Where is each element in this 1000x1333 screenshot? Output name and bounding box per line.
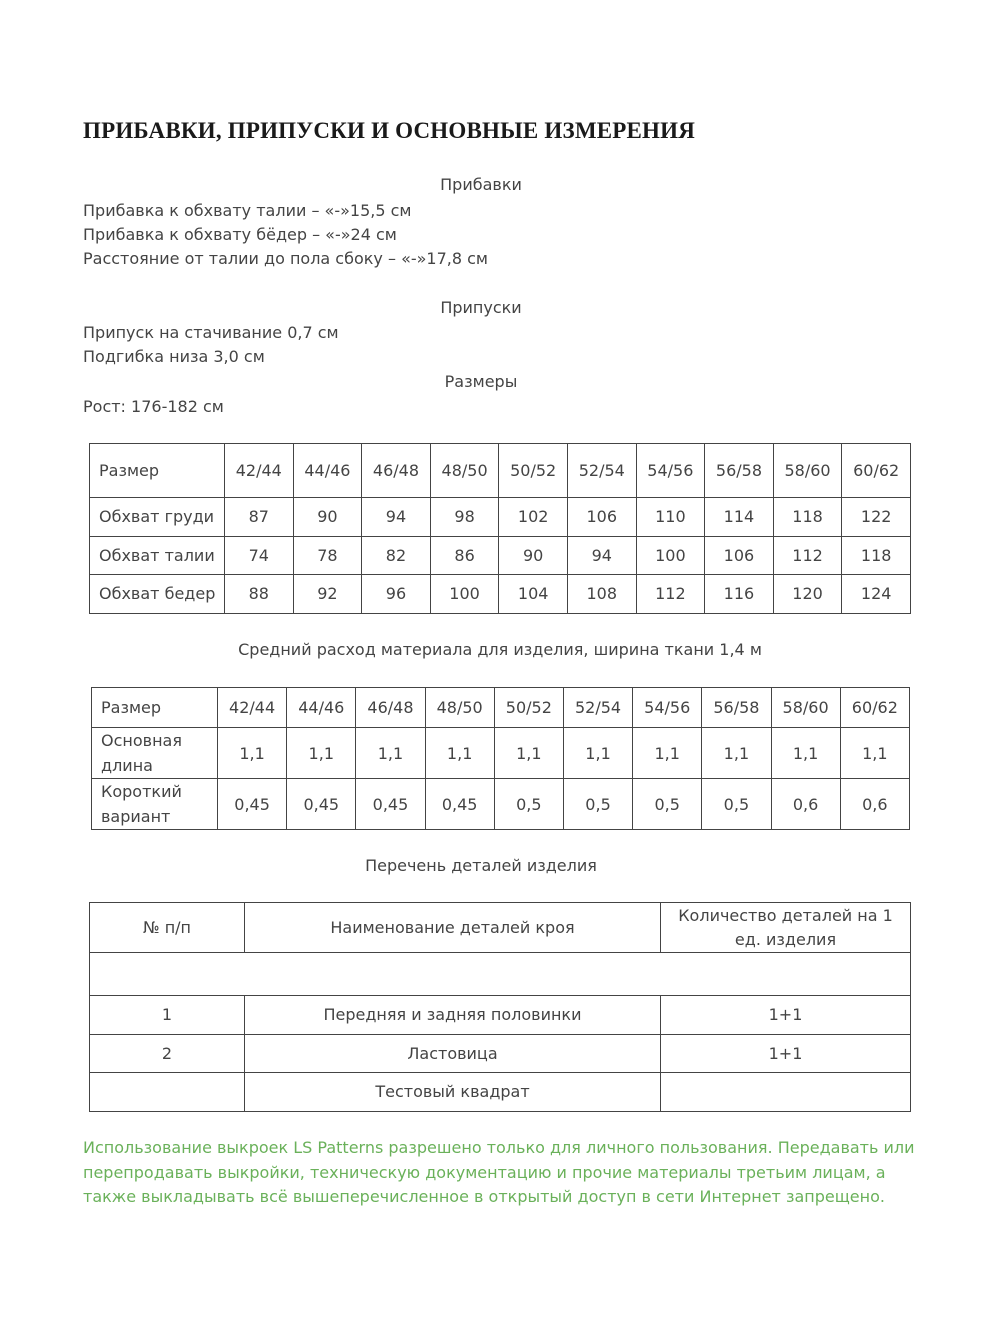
table-row	[92, 728, 910, 779]
table-cell: 0,5	[563, 779, 632, 830]
table-cell: 94	[362, 498, 431, 537]
allowances-heading: Прибавки	[440, 175, 522, 194]
table-cell: 118	[773, 498, 842, 537]
allowance-line: Расстояние от талии до пола сбоку – «-»17,8 см	[83, 249, 488, 268]
table-cell: 1,1	[771, 728, 840, 779]
table-cell: Тестовый квадрат	[245, 1073, 661, 1112]
table-cell	[661, 1073, 911, 1112]
table-cell: 102	[499, 498, 568, 537]
header-cell: 44/46	[287, 688, 356, 728]
header-cell: Размер	[92, 688, 218, 728]
row-label: Короткий вариант	[92, 779, 218, 830]
header-cell: 58/60	[771, 688, 840, 728]
table-cell: 2	[90, 1034, 245, 1073]
header-cell: 48/50	[430, 444, 499, 498]
table-cell: 118	[842, 536, 911, 575]
table-cell: 120	[773, 575, 842, 614]
table-cell: 110	[636, 498, 705, 537]
table-cell: 0,5	[702, 779, 771, 830]
table-header-row	[90, 444, 911, 498]
header-cell: Количество деталей на 1 ед. изделия	[661, 903, 911, 953]
table-cell: 1+1	[661, 1034, 911, 1073]
table-header-row	[90, 903, 911, 953]
header-cell: 60/62	[840, 688, 909, 728]
header-cell: 56/58	[702, 688, 771, 728]
table-cell: 86	[430, 536, 499, 575]
table-cell: 112	[773, 536, 842, 575]
table-cell: 96	[362, 575, 431, 614]
table-cell: 0,45	[356, 779, 425, 830]
table-cell: 92	[293, 575, 362, 614]
table-cell: 0,6	[771, 779, 840, 830]
row-label: Обхват бедер	[90, 575, 225, 614]
table-cell: 88	[225, 575, 294, 614]
table-cell: Ластовица	[245, 1034, 661, 1073]
table-cell: 74	[225, 536, 294, 575]
table-row	[90, 1034, 911, 1073]
table-cell: 0,5	[633, 779, 702, 830]
fabric-table	[91, 687, 910, 830]
parts-heading: Перечень деталей изделия	[365, 856, 597, 875]
header-cell: 50/52	[494, 688, 563, 728]
table-row	[90, 953, 911, 996]
page-title: ПРИБАВКИ, ПРИПУСКИ И ОСНОВНЫЕ ИЗМЕРЕНИЯ	[83, 118, 696, 143]
table-cell: 106	[705, 536, 774, 575]
table-cell: 106	[567, 498, 636, 537]
table-cell: 0,45	[287, 779, 356, 830]
table-cell: 1,1	[356, 728, 425, 779]
table-cell: 1,1	[494, 728, 563, 779]
header-cell: 54/56	[636, 444, 705, 498]
table-cell: 1,1	[563, 728, 632, 779]
table-cell: 1+1	[661, 996, 911, 1035]
table-row	[90, 575, 911, 614]
table-cell: Передняя и задняя половинки	[245, 996, 661, 1035]
header-cell: 46/48	[356, 688, 425, 728]
table-header-row	[92, 688, 910, 728]
table-cell: 0,6	[840, 779, 909, 830]
table-cell: 108	[567, 575, 636, 614]
table-cell: 90	[499, 536, 568, 575]
header-cell: 58/60	[773, 444, 842, 498]
seam-allowances-heading: Припуски	[440, 298, 522, 317]
header-cell: Наименование деталей кроя	[245, 903, 661, 953]
header-cell: 48/50	[425, 688, 494, 728]
row-label: Основная длина	[92, 728, 218, 779]
table-cell: 1,1	[218, 728, 287, 779]
header-cell: 52/54	[563, 688, 632, 728]
usage-notice: Использование выкроек LS Patterns разрешено только для личного пользования. Передавать или перепродавать выкройки, техническую документацию и прочие материалы третьим лицам, а также выкладывать всё вышеперечисленное в открытый доступ в сети Интернет запрещено.	[83, 1138, 915, 1206]
header-cell: Размер	[90, 444, 225, 498]
table-row	[90, 1073, 911, 1112]
fabric-heading: Средний расход материала для изделия, ширина ткани 1,4 м	[238, 640, 762, 659]
table-cell: 94	[567, 536, 636, 575]
table-cell: 78	[293, 536, 362, 575]
table-cell: 122	[842, 498, 911, 537]
empty-cell	[90, 953, 911, 996]
allowance-line: Прибавка к обхвату талии – «-»15,5 см	[83, 201, 412, 220]
table-cell: 0,45	[218, 779, 287, 830]
table-row	[90, 536, 911, 575]
table-cell: 124	[842, 575, 911, 614]
header-cell: 44/46	[293, 444, 362, 498]
header-cell: 60/62	[842, 444, 911, 498]
header-cell: 46/48	[362, 444, 431, 498]
height-line: Рост: 176-182 см	[83, 397, 224, 416]
table-row	[92, 779, 910, 830]
allowance-line: Прибавка к обхвату бёдер – «-»24 см	[83, 225, 397, 244]
table-cell: 98	[430, 498, 499, 537]
size-table	[89, 443, 911, 614]
table-cell: 1,1	[633, 728, 702, 779]
table-cell: 87	[225, 498, 294, 537]
header-cell: 50/52	[499, 444, 568, 498]
header-cell: 56/58	[705, 444, 774, 498]
table-cell: 1	[90, 996, 245, 1035]
table-cell: 100	[430, 575, 499, 614]
seam-allowance-line: Припуск на стачивание 0,7 см	[83, 323, 339, 342]
table-cell: 112	[636, 575, 705, 614]
row-label: Обхват груди	[90, 498, 225, 537]
table-cell: 104	[499, 575, 568, 614]
table-row	[90, 498, 911, 537]
table-cell: 82	[362, 536, 431, 575]
parts-table	[89, 902, 911, 1112]
table-cell: 90	[293, 498, 362, 537]
table-cell: 1,1	[702, 728, 771, 779]
table-cell	[90, 1073, 245, 1112]
header-cell: 54/56	[633, 688, 702, 728]
row-label: Обхват талии	[90, 536, 225, 575]
table-cell: 0,45	[425, 779, 494, 830]
table-cell: 116	[705, 575, 774, 614]
seam-allowance-line: Подгибка низа 3,0 см	[83, 347, 265, 366]
header-cell: 42/44	[218, 688, 287, 728]
table-cell: 1,1	[287, 728, 356, 779]
table-cell: 1,1	[425, 728, 494, 779]
header-cell: 52/54	[567, 444, 636, 498]
header-cell: 42/44	[225, 444, 294, 498]
table-cell: 1,1	[840, 728, 909, 779]
table-row	[90, 996, 911, 1035]
table-cell: 0,5	[494, 779, 563, 830]
table-cell: 100	[636, 536, 705, 575]
sizes-heading: Размеры	[444, 372, 518, 391]
header-cell: № п/п	[90, 903, 245, 953]
table-cell: 114	[705, 498, 774, 537]
